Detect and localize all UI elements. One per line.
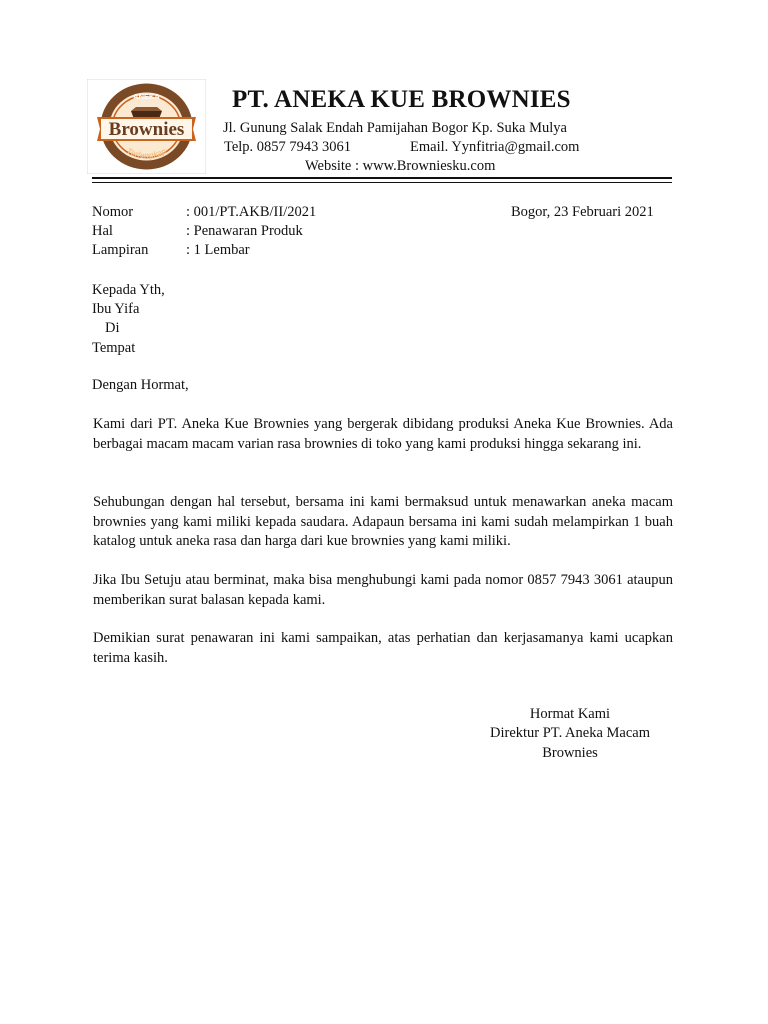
company-address: Jl. Gunung Salak Endah Pamijahan Bogor Kp. Suka Mulya [223,120,567,136]
logo-bottom-text: Terlengkap [125,146,168,161]
closing-title: Direktur PT. Aneka Macam [490,725,650,741]
body-paragraph-2: Sehubungan dengan hal tersebut, bersama ini kami bermaksud untuk menawarkan aneka macam brownies yang kami miliki kepada saudara. Adapaun bersama ini kami sudah melampirkan 1 buah katalog untuk aneka rasa dan harga dari kue brownies yang kami miliki. [93,494,673,549]
company-email: Email. Yynfitria@gmail.com [410,139,580,155]
brownies-logo [87,79,206,174]
recipient-di: Di [105,320,120,336]
logo-top-text: ANEKA [133,92,160,101]
header-rule-thick [92,177,672,179]
hal-label: Hal [92,223,113,239]
recipient-name: Ibu Yifa [92,301,140,317]
hal-value: : Penawaran Produk [186,223,303,239]
body-paragraph-4: Demikian surat penawaran ini kami sampaikan, atas perhatian dan kerjasamanya kami ucapkan terima kasih. [93,630,673,666]
recipient-salutation: Kepada Yth, [92,282,165,298]
nomor-label: Nomor [92,204,134,220]
greeting: Dengan Hormat, [92,377,189,393]
letter-date: Bogor, 23 Februari 2021 [511,204,654,220]
company-phone: Telp. 0857 7943 3061 [224,139,352,155]
header-rule-thin [92,182,672,183]
company-name: PT. ANEKA KUE BROWNIES [232,86,571,113]
body-paragraph-3: Jika Ibu Setuju atau berminat, maka bisa menghubungi kami pada nomor 0857 7943 3061 ataupun memberikan surat balasan kepada kami. [93,572,673,608]
recipient-place: Tempat [92,340,136,356]
closing-regards: Hormat Kami [529,706,611,722]
company-website: Website : www.Browniesku.com [305,158,496,174]
lampiran-label: Lampiran [92,242,149,258]
nomor-value: : 001/PT.AKB/II/2021 [186,204,317,220]
logo-brand-text: Brownies [108,119,185,140]
lampiran-value: : 1 Lembar [186,242,250,258]
closing-company: Brownies [542,745,598,761]
brownies-logo-image [87,79,206,174]
body-paragraph-1: Kami dari PT. Aneka Kue Brownies yang bergerak dibidang produksi Aneka Kue Brownies. Ada berbagai macam macam varian rasa brownies di toko yang kami produksi hingga sekarang ini. [93,416,673,452]
